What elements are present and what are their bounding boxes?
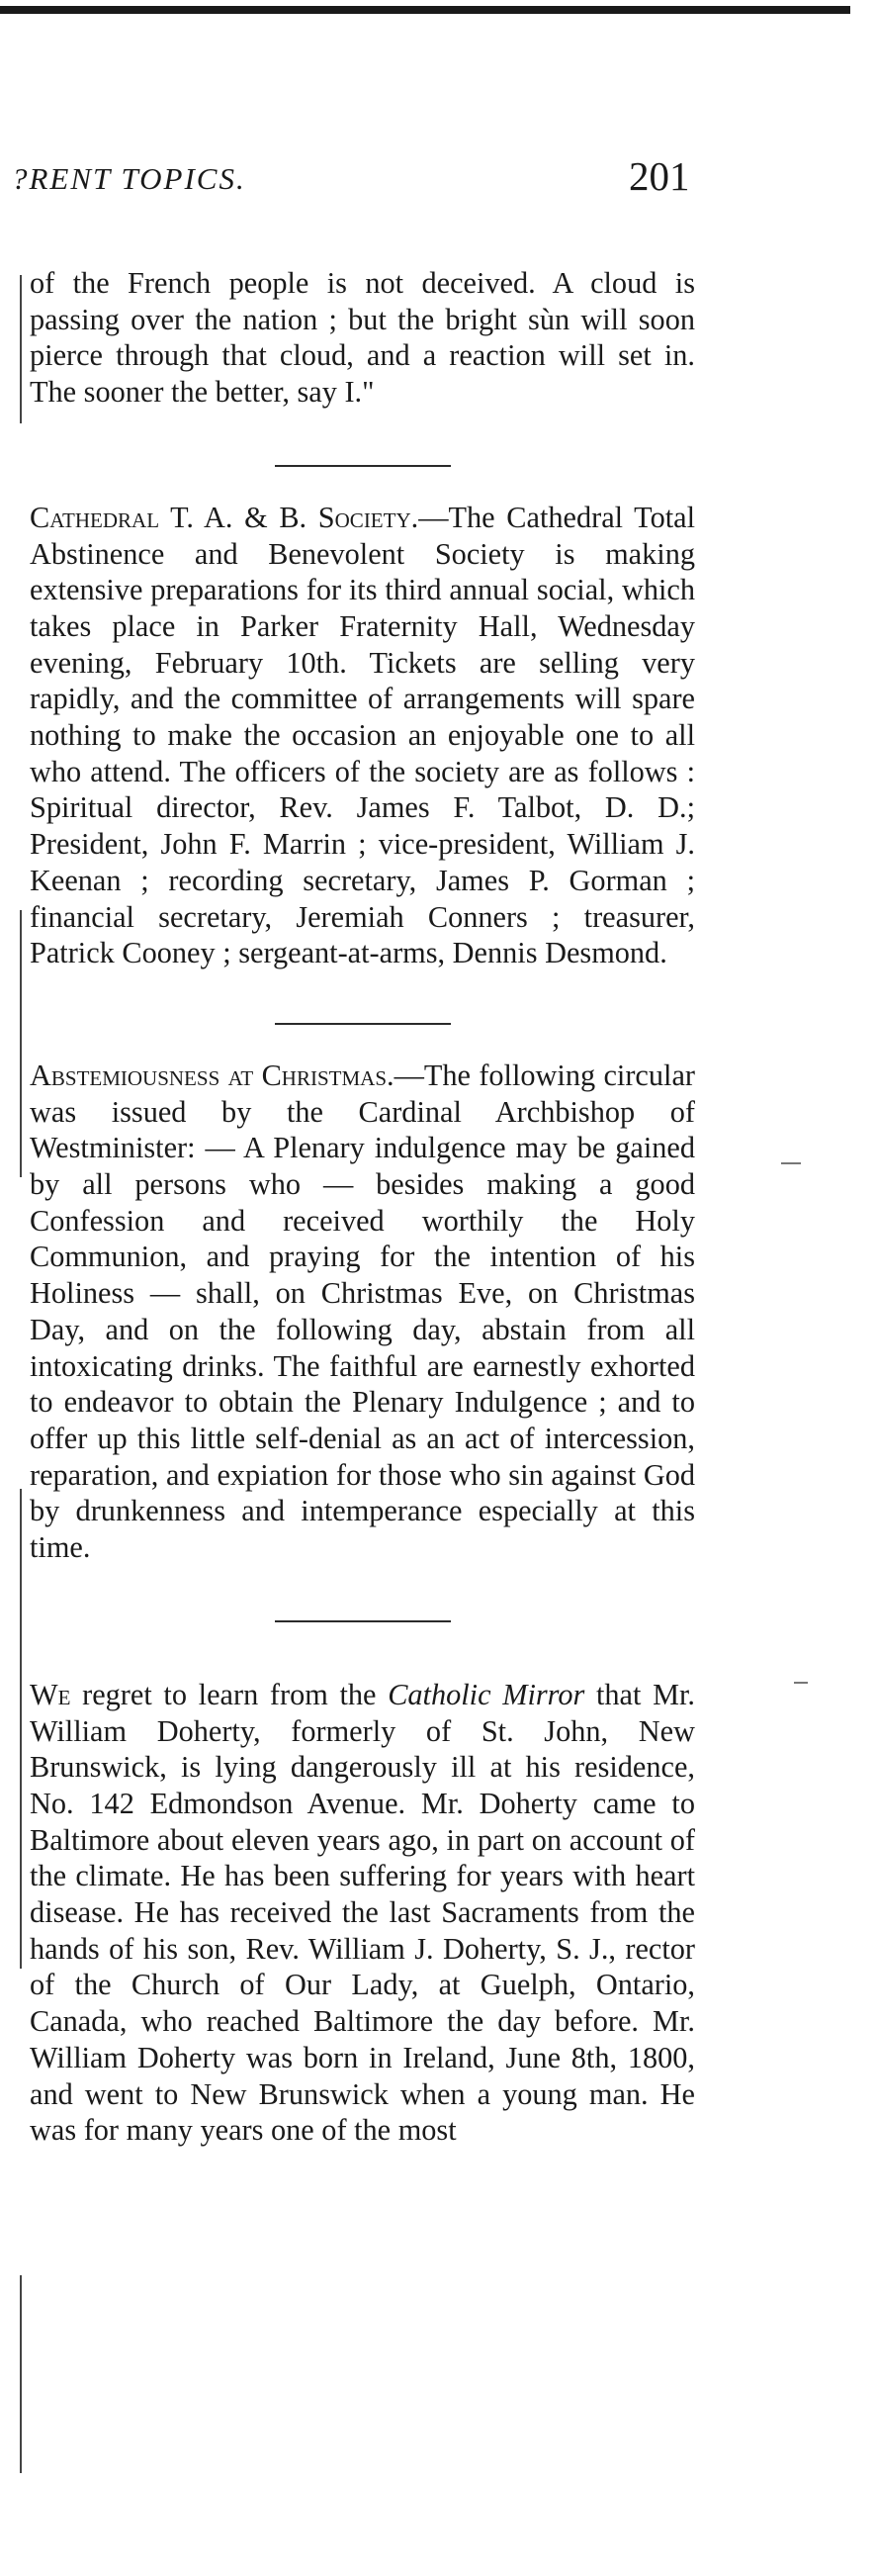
section-divider [275, 1023, 451, 1025]
text-column [30, 265, 695, 2149]
paragraph-body: regret to learn from the [70, 1677, 389, 1711]
paragraph-cathedral-society [30, 500, 695, 971]
page-number: 201 [629, 153, 690, 199]
margin-bracket [20, 1672, 22, 1969]
paragraph-doherty [30, 1677, 695, 2149]
running-head: ?RENT TOPICS. [12, 161, 246, 196]
paragraph-lead-word: We [30, 1677, 71, 1711]
section-divider [275, 465, 451, 467]
section-divider [275, 1620, 451, 1622]
paragraph-body: —The Cathedral Total Abstinence and Benevolent Society is making extensive preparations for its third annual social, which takes place in Parker Fraternity Hall, Wednesday evening, February 10th. Tickets are selling very rapidly, and the committee of arrangements will spare nothing to make the occasion an enjoyable one to all who attend. The officers of the society are as follows : Spiritual director, Rev. James F. Talbot, D. D.; President, John F. Marrin ; vice-president, William J. Keenan ; recording secretary, James P. Gorman ; financial secretary, Jeremiah Conners ; treasurer, Patrick Cooney ; sergeant-at-arms, Dennis Desmond. [30, 500, 696, 970]
margin-bracket [20, 910, 22, 1177]
top-rule [0, 6, 850, 14]
publication-title: Catholic Mirror [388, 1677, 585, 1711]
print-mark [794, 1682, 808, 1684]
paragraph-body: that Mr. William Doherty, formerly of St. John, New Brunswick, is lying dangerously ill at his residence, No. 142 Edmondson Avenue. Mr. Doherty came to Baltimore about eleven years ago, in part on account of the climate. He has been suffering for years with heart disease. He has received the last Sacraments from the hands of his son, Rev. William J. Doherty, S. J., rector of the Church of Our Lady, at Guelph, Ontario, Canada, who reached Baltimore the day before. Mr. William Doherty was born in Ireland, June 8th, 1800, and went to New Brunswick when a young man. He was for many years one of the most [30, 1677, 696, 2148]
margin-bracket [20, 2275, 22, 2473]
margin-bracket [20, 1489, 22, 1687]
print-mark [781, 1162, 801, 1164]
section-heading: Abstemiousness at Christmas. [30, 1058, 394, 1092]
margin-bracket [20, 275, 22, 423]
paragraph-abstemiousness [30, 1058, 695, 1566]
paragraph-body: —The following circular was issued by the Cardinal Archbishop of Westminister: — A Plenary indulgence may be gained by all persons who — besides making a good Confession and received worthily the Holy Communion, and praying for the intention of his Holiness — shall, on Christmas Eve, on Christmas Day, and on the following day, abstain from all intoxicating drinks. The faithful are earnestly exhorted to endeavor to obtain the Plenary Indulgence ; and to offer up this little self-denial as an act of intercession, reparation, and expiation for those who sin against God by drunkenness and intemperance especially at this time. [30, 1058, 695, 1565]
section-heading: Cathedral T. A. & B. Society. [30, 500, 419, 534]
paragraph-french-people: of the French people is not deceived. A cloud is passing over the nation ; but the bright sùn will soon pierce through that cloud, and a reaction will set in. The sooner the better, say I." [30, 266, 695, 410]
